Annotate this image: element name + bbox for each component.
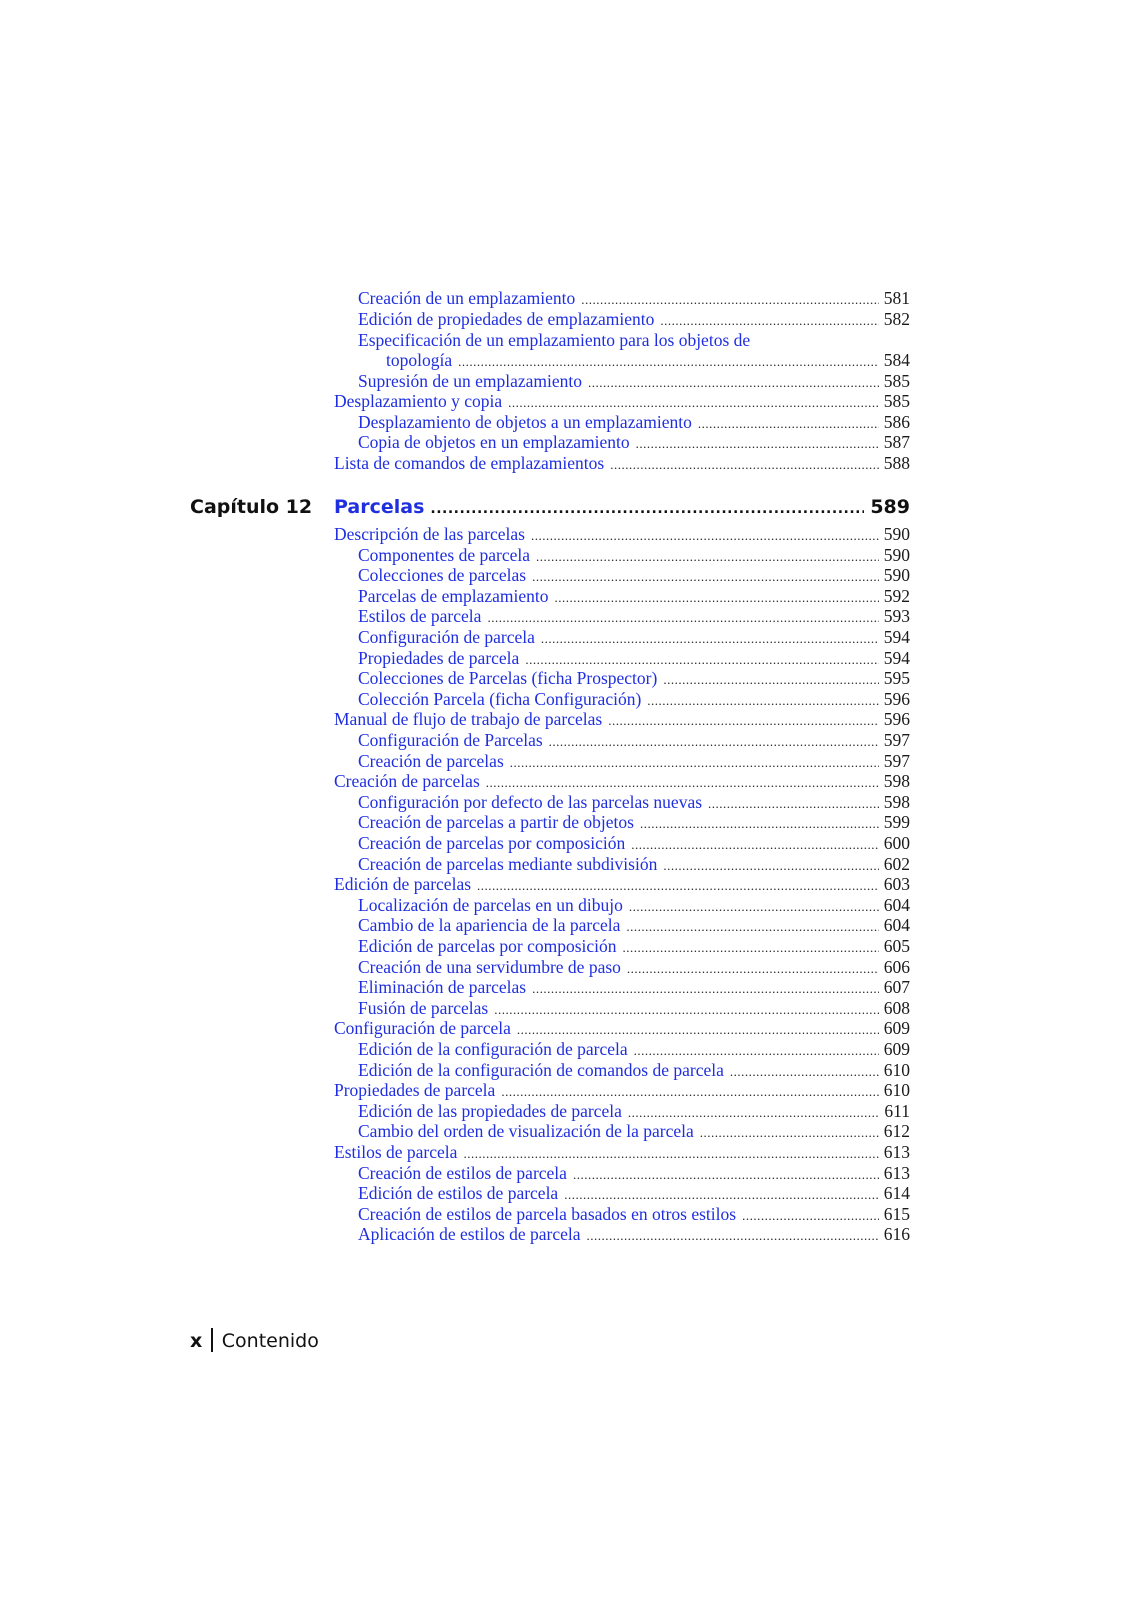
toc-entry[interactable] (358, 565, 910, 587)
toc-entry-page: 597 (883, 730, 910, 750)
leader-dots (494, 1000, 879, 1020)
toc-entry-title: Creación de un emplazamiento (358, 288, 576, 308)
leader-dots (525, 650, 878, 670)
toc-entry-title: Especificación de un emplazamiento para los objetos de (358, 330, 751, 350)
leader-dots (730, 1062, 879, 1082)
toc-entry[interactable] (358, 833, 910, 855)
toc-entry[interactable] (358, 854, 910, 876)
leader-dots (486, 773, 879, 793)
toc-entry[interactable] (358, 627, 910, 649)
leader-dots (573, 1165, 879, 1185)
toc-entry[interactable] (334, 1080, 910, 1102)
toc-entry-page: 609 (883, 1039, 910, 1059)
toc-entry[interactable] (358, 606, 910, 628)
toc-entry-page: 590 (883, 565, 910, 585)
leader-dots (647, 691, 878, 711)
leader-dots (564, 1185, 879, 1205)
toc-entry[interactable] (334, 1018, 910, 1040)
footer-page-number: x (190, 1330, 203, 1352)
toc-entry-page: 613 (883, 1163, 910, 1183)
leader-dots (640, 814, 879, 834)
chapter-title: Parcelas (334, 496, 425, 518)
toc-entry-page: 602 (883, 854, 910, 874)
toc-entry-title: Colección Parcela (ficha Configuración) (358, 689, 642, 709)
toc-entry-page: 608 (883, 998, 910, 1018)
toc-entry-title: Desplazamiento de objetos a un emplazamiento (358, 412, 692, 432)
toc-entry[interactable] (358, 751, 910, 773)
leader-dots (698, 414, 879, 434)
chapter-label: Capítulo 12 (190, 496, 313, 518)
leader-dots (549, 732, 879, 752)
leader-dots (541, 629, 879, 649)
toc-entry-title: Creación de parcelas a partir de objetos (358, 812, 634, 832)
toc-entry[interactable] (358, 957, 910, 979)
toc-entry-title: Eliminación de parcelas (358, 977, 527, 997)
toc-entry-title: Lista de comandos de emplazamientos (334, 453, 605, 473)
footer-section: Contenido (221, 1330, 319, 1352)
toc-entry-title: Estilos de parcela (358, 606, 482, 626)
toc-entry-page: 600 (883, 833, 910, 853)
toc-entry-page: 592 (883, 586, 910, 606)
toc-entry-title: Configuración de parcela (358, 627, 535, 647)
toc-entry[interactable] (358, 668, 910, 690)
toc-entry[interactable] (358, 689, 910, 711)
toc-entry[interactable] (358, 915, 910, 937)
toc-entry-page: 586 (883, 412, 910, 432)
toc-entry-page: 594 (883, 648, 910, 668)
chapter-page: 589 (870, 496, 910, 518)
toc-entry-title: Copia de objetos en un emplazamiento (358, 432, 630, 452)
toc-entry-title: Localización de parcelas en un dibujo (358, 895, 623, 915)
toc-entry[interactable] (358, 371, 910, 393)
toc-entry[interactable] (358, 1101, 910, 1123)
toc-entry-title: Aplicación de estilos de parcela (358, 1224, 581, 1244)
toc-entry-page: 609 (883, 1018, 910, 1038)
toc-entry-page: 613 (883, 1142, 910, 1162)
toc-entry-title: Cambio del orden de visualización de la parcela (358, 1121, 694, 1141)
toc-entry-title: Edición de la configuración de comandos de parcela (358, 1060, 724, 1080)
leader-dots (458, 352, 879, 372)
toc-entry-title: Creación de parcelas (358, 751, 504, 771)
toc-entry[interactable] (334, 874, 910, 896)
leader-dots (629, 897, 879, 917)
toc-entry-page: 604 (883, 915, 910, 935)
leader-dots (508, 393, 879, 413)
toc-entry-page: 605 (883, 936, 910, 956)
toc-entry-title: Creación de parcelas por composición (358, 833, 626, 853)
leader-dots (627, 959, 879, 979)
toc-entry-title: Creación de estilos de parcela (358, 1163, 567, 1183)
toc-entry-page: 594 (883, 627, 910, 647)
toc-entry[interactable] (358, 977, 910, 999)
leader-dots (532, 979, 879, 999)
leader-dots (636, 434, 879, 454)
toc-entry-title: Edición de estilos de parcela (358, 1183, 559, 1203)
toc-entry[interactable] (358, 998, 910, 1020)
leader-dots (430, 501, 864, 517)
toc-entry-title: Creación de estilos de parcela basados en otros estilos (358, 1204, 737, 1224)
toc-entry-page: 581 (883, 288, 910, 308)
leader-dots (588, 373, 879, 393)
leader-dots (487, 608, 878, 628)
toc-entry-title: Supresión de un emplazamiento (358, 371, 583, 391)
leader-dots (587, 1226, 879, 1246)
toc-entry-page: 615 (883, 1204, 910, 1224)
leader-dots (623, 938, 879, 958)
leader-dots (634, 1041, 879, 1061)
toc-entry-title: Parcelas de emplazamiento (358, 586, 549, 606)
chapter-heading[interactable] (334, 496, 910, 518)
toc-entry[interactable] (358, 1060, 910, 1082)
leader-dots (608, 711, 879, 731)
toc-entry[interactable] (358, 1183, 910, 1205)
leader-dots (700, 1123, 879, 1143)
toc-entry-title: Colecciones de Parcelas (ficha Prospector) (358, 668, 658, 688)
toc-entry-title: Edición de las propiedades de parcela (358, 1101, 622, 1121)
toc-entry-title: Creación de parcelas mediante subdivisión (358, 854, 658, 874)
toc-entry[interactable] (358, 586, 910, 608)
toc-entry[interactable] (358, 432, 910, 454)
toc-entry-title: Configuración de Parcelas (358, 730, 543, 750)
toc-entry-title: Fusión de parcelas (358, 998, 489, 1018)
toc-entry-page: 612 (883, 1121, 910, 1141)
toc-entry-page: 588 (883, 453, 910, 473)
toc-entry[interactable] (334, 453, 910, 475)
toc-entry-page: 606 (883, 957, 910, 977)
toc-entry[interactable] (334, 524, 910, 546)
toc-entry[interactable] (358, 1121, 910, 1143)
toc-entry-title: Componentes de parcela (358, 545, 531, 565)
footer-separator (211, 1328, 213, 1352)
toc-entry[interactable] (358, 812, 910, 834)
toc-entry-page: 584 (883, 350, 910, 370)
toc-entry-title: Desplazamiento y copia (334, 391, 503, 411)
toc-entry-title: topología (386, 350, 453, 370)
toc-entry-page: 582 (883, 309, 910, 329)
toc-entry-title: Propiedades de parcela (358, 648, 520, 668)
leader-dots (554, 588, 878, 608)
toc-entry-page: 598 (883, 792, 910, 812)
toc-entry[interactable] (358, 545, 910, 567)
toc-entry[interactable] (334, 1142, 910, 1164)
toc-entry[interactable] (358, 330, 910, 350)
leader-dots (660, 311, 878, 331)
toc-entry[interactable] (334, 391, 910, 413)
leader-dots (581, 290, 879, 310)
leader-dots (708, 794, 879, 814)
toc-entry-title: Configuración de parcela (334, 1018, 511, 1038)
toc-entry-title: Edición de parcelas por composición (358, 936, 617, 956)
toc-entry[interactable] (358, 412, 910, 434)
toc-entry-title: Descripción de las parcelas (334, 524, 525, 544)
toc-entry-page: 595 (883, 668, 910, 688)
toc-entry-page: 596 (883, 709, 910, 729)
toc-entry-title: Estilos de parcela (334, 1142, 458, 1162)
toc-entry-page: 614 (883, 1183, 910, 1203)
toc-entry-title: Creación de parcelas (334, 771, 480, 791)
toc-entry-page: 590 (883, 524, 910, 544)
leader-dots (510, 753, 879, 773)
toc-entry[interactable] (334, 771, 910, 793)
leader-dots (517, 1020, 879, 1040)
toc-entry-title: Edición de parcelas (334, 874, 472, 894)
toc-entry-page: 585 (883, 371, 910, 391)
toc-entry-title: Configuración por defecto de las parcelas nuevas (358, 792, 703, 812)
leader-dots (631, 835, 878, 855)
toc-entry-page: 604 (883, 895, 910, 915)
toc-entry[interactable] (358, 309, 910, 331)
toc-entry[interactable] (358, 1039, 910, 1061)
toc-entry[interactable] (358, 1224, 910, 1246)
toc-entry-title: Edición de propiedades de emplazamiento (358, 309, 655, 329)
leader-dots (742, 1206, 879, 1226)
toc-entry-title: Colecciones de parcelas (358, 565, 527, 585)
toc-entry-page: 607 (883, 977, 910, 997)
toc-entry-page: 616 (883, 1224, 910, 1244)
leader-dots (663, 856, 878, 876)
toc-entry-page: 593 (883, 606, 910, 626)
leader-dots (463, 1144, 878, 1164)
toc-entry-page: 603 (883, 874, 910, 894)
toc-entry[interactable] (334, 709, 910, 731)
toc-entry-title: Manual de flujo de trabajo de parcelas (334, 709, 603, 729)
leader-dots (477, 876, 879, 896)
page-footer (190, 1328, 319, 1352)
leader-dots (501, 1082, 878, 1102)
leader-dots (610, 455, 879, 475)
toc-entry[interactable] (358, 1204, 910, 1226)
toc-entry-page: 611 (884, 1101, 910, 1121)
toc-entry-page: 587 (883, 432, 910, 452)
toc-entry-page: 596 (883, 689, 910, 709)
toc-entry-page: 610 (883, 1080, 910, 1100)
toc-entry-page: 598 (883, 771, 910, 791)
toc-entry-page: 599 (883, 812, 910, 832)
toc-entry[interactable] (358, 288, 910, 310)
leader-dots (532, 567, 879, 587)
toc-entry-title: Propiedades de parcela (334, 1080, 496, 1100)
toc-entry-page: 597 (883, 751, 910, 771)
toc-entry-page: 590 (883, 545, 910, 565)
leader-dots (626, 917, 878, 937)
toc-entry[interactable] (358, 730, 910, 752)
leader-dots (628, 1103, 880, 1123)
toc-entry-title: Creación de una servidumbre de paso (358, 957, 621, 977)
toc-entry-title: Edición de la configuración de parcela (358, 1039, 628, 1059)
toc-entry[interactable] (358, 936, 910, 958)
toc-entry[interactable] (358, 1163, 910, 1185)
toc-entry-page: 585 (883, 391, 910, 411)
toc-entry[interactable] (358, 792, 910, 814)
toc-entry[interactable] (358, 648, 910, 670)
toc-entry-title: Cambio de la apariencia de la parcela (358, 915, 621, 935)
toc-entry[interactable] (386, 350, 910, 372)
leader-dots (536, 547, 879, 567)
leader-dots (663, 670, 878, 690)
toc-entry-page: 610 (883, 1060, 910, 1080)
toc-entry[interactable] (358, 895, 910, 917)
leader-dots (531, 526, 879, 546)
